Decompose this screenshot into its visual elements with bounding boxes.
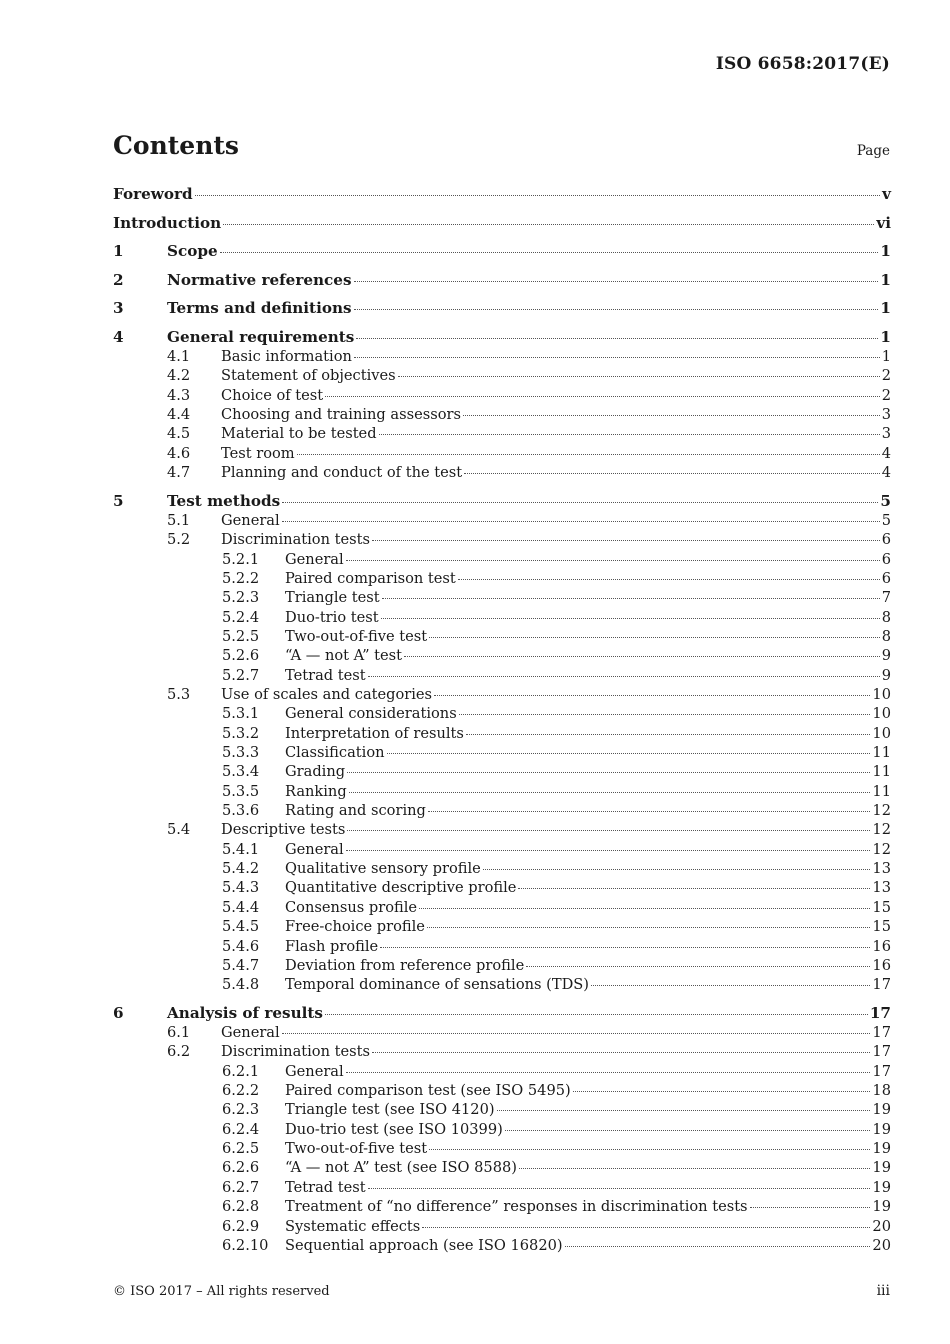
toc-entry-number: 4.5 <box>167 425 191 443</box>
dot-leader <box>419 905 870 909</box>
toc-entry-page[interactable]: 19 <box>872 1101 891 1119</box>
dot-leader <box>346 847 871 851</box>
toc-entry-number: 5.1 <box>167 511 191 529</box>
toc-entry-title[interactable]: General requirements <box>167 327 355 346</box>
toc-entry-page[interactable]: 17 <box>872 1043 891 1061</box>
dot-leader <box>282 518 880 522</box>
toc-entry-number: 5.4.6 <box>222 937 260 955</box>
dot-leader <box>220 249 879 253</box>
dot-leader <box>573 1088 871 1092</box>
toc-entry-page[interactable]: 16 <box>872 956 891 974</box>
toc-entry-page[interactable]: 19 <box>872 1159 891 1177</box>
toc-entry-number: 6.2.10 <box>222 1236 269 1254</box>
toc-entry-title[interactable]: Descriptive tests <box>221 821 346 839</box>
toc-entry[interactable] <box>113 1100 891 1119</box>
toc-entry-title[interactable]: Qualitative sensory profile <box>285 860 481 878</box>
dot-leader <box>483 866 871 870</box>
dot-leader <box>466 731 871 735</box>
toc-entry-number: 5.4.4 <box>222 898 260 916</box>
toc-entry-title[interactable]: Foreword <box>113 185 193 203</box>
toc-entry-number: 6.2.2 <box>222 1082 260 1100</box>
toc-entry-title[interactable]: Temporal dominance of sensations (TDS) <box>285 976 589 994</box>
toc-entry-page[interactable]: 18 <box>872 1082 891 1100</box>
toc-entry-page[interactable]: 12 <box>872 802 891 820</box>
toc-entry[interactable] <box>113 937 891 956</box>
toc-entry-title[interactable]: Sequential approach (see ISO 16820) <box>285 1236 563 1254</box>
toc-entry-number: 1 <box>113 242 124 261</box>
toc-entry-page[interactable]: vi <box>876 213 891 232</box>
toc-entry-title[interactable]: Deviation from reference profile <box>285 956 525 974</box>
toc-entry-title[interactable]: Paired comparison test <box>285 569 456 587</box>
dot-leader <box>505 1127 871 1131</box>
toc-entry-number: 5.3.5 <box>222 782 260 800</box>
toc-entry-number: 6.2.4 <box>222 1120 260 1138</box>
toc-entry-page[interactable]: 11 <box>872 744 891 762</box>
toc-entry-title[interactable]: Classification <box>285 744 385 762</box>
toc-entry-title[interactable]: Test methods <box>167 491 281 510</box>
toc-entry-title[interactable]: Discrimination tests <box>221 1043 370 1061</box>
dot-leader <box>422 1224 870 1228</box>
toc-entry-page[interactable]: 1 <box>880 270 891 289</box>
toc-entry[interactable] <box>113 782 891 801</box>
dot-leader <box>591 982 870 986</box>
toc-entry[interactable] <box>113 859 891 878</box>
toc-entry-title[interactable]: Triangle test (see ISO 4120) <box>285 1101 495 1119</box>
toc-entry-page[interactable]: 7 <box>881 589 891 607</box>
page-title: Contents <box>113 131 240 160</box>
dot-leader <box>382 595 880 599</box>
toc-entry[interactable] <box>113 588 891 607</box>
dot-leader <box>519 1165 870 1169</box>
toc-entry-title[interactable]: Duo-trio test (see ISO 10399) <box>285 1120 503 1138</box>
toc-entry-page[interactable]: 2 <box>881 386 891 404</box>
dot-leader <box>347 769 870 773</box>
toc-entry-page[interactable]: 19 <box>872 1140 891 1158</box>
toc-entry-page[interactable]: 1 <box>880 242 891 261</box>
dot-leader <box>429 634 880 638</box>
toc-entry-page[interactable]: 1 <box>880 327 891 346</box>
toc-entry[interactable] <box>113 820 891 839</box>
toc-entry-page[interactable]: 17 <box>872 1024 891 1042</box>
toc-entry-page[interactable]: 10 <box>872 705 891 723</box>
dot-leader <box>354 306 879 310</box>
toc-entry-number: 4.1 <box>167 348 191 365</box>
toc-entry-title[interactable]: “A — not A” test (see ISO 8588) <box>285 1159 517 1177</box>
toc-entry[interactable] <box>113 1236 891 1255</box>
toc-entry-title[interactable]: Use of scales and categories <box>221 686 433 704</box>
toc-entry[interactable] <box>113 917 891 936</box>
toc-entry-number: 5.4.7 <box>222 956 260 974</box>
dot-leader <box>282 1030 871 1034</box>
toc-entry-page[interactable]: 8 <box>881 628 891 645</box>
toc-entry-title[interactable]: Consensus profile <box>285 898 418 916</box>
toc-entry-title[interactable]: General <box>221 511 280 529</box>
toc-entry[interactable] <box>113 724 891 743</box>
toc-entry[interactable] <box>113 1178 891 1197</box>
toc-entry-title[interactable]: Normative references <box>167 270 352 289</box>
dot-leader <box>372 1049 870 1053</box>
dot-leader <box>518 885 870 889</box>
toc-entry-page[interactable]: 19 <box>872 1198 891 1216</box>
toc-entry-number: 4.2 <box>167 367 191 385</box>
toc-entry[interactable] <box>113 1139 891 1158</box>
dot-leader <box>429 1146 870 1150</box>
toc-entry[interactable] <box>113 898 891 917</box>
toc-entry-page[interactable]: 15 <box>872 898 891 916</box>
toc-entry[interactable] <box>113 463 891 482</box>
dot-leader <box>380 944 870 948</box>
toc-entry-number: 6.2.9 <box>222 1217 260 1235</box>
toc-entry[interactable] <box>113 1120 891 1139</box>
toc-entry[interactable] <box>113 405 891 424</box>
toc-entry-page[interactable]: v <box>882 185 891 203</box>
dot-leader <box>459 711 871 715</box>
toc-entry-page[interactable]: 5 <box>880 491 891 510</box>
toc-entry-title[interactable]: “A — not A” test <box>285 647 403 665</box>
toc-entry-title[interactable]: Duo-trio test <box>285 608 379 626</box>
toc-entry[interactable] <box>113 511 891 530</box>
toc-entry[interactable] <box>113 685 891 704</box>
toc-entry-title[interactable]: Interpretation of results <box>285 724 464 742</box>
toc-entry-number: 4.4 <box>167 406 191 424</box>
toc-entry[interactable] <box>113 569 891 588</box>
toc-entry[interactable] <box>113 347 891 366</box>
toc-entry[interactable] <box>113 299 891 318</box>
toc-entry-number: 6.2.7 <box>222 1178 260 1196</box>
toc-entry-page[interactable]: 9 <box>881 666 891 684</box>
toc-entry-page[interactable]: 16 <box>872 937 891 955</box>
toc-entry-page[interactable]: 1 <box>880 299 891 318</box>
dot-leader <box>434 692 870 696</box>
toc-entry-number: 4 <box>113 327 124 346</box>
toc-entry[interactable] <box>113 424 891 443</box>
toc-entry-page[interactable]: 9 <box>881 647 891 665</box>
toc-entry[interactable] <box>113 801 891 820</box>
toc-entry-number: 6.2.1 <box>222 1062 260 1080</box>
dot-leader <box>354 278 879 282</box>
dot-leader <box>354 354 880 358</box>
dot-leader <box>464 470 880 474</box>
dot-leader <box>325 1011 868 1015</box>
toc-entry-page[interactable]: 19 <box>872 1120 891 1138</box>
toc-entry-number: 6 <box>113 1003 124 1022</box>
toc-entry[interactable] <box>113 975 891 994</box>
toc-entry-title[interactable]: Tetrad test <box>285 1178 366 1196</box>
toc-entry-number: 6.2.6 <box>222 1159 260 1177</box>
toc-entry[interactable] <box>113 492 891 511</box>
toc-entry[interactable] <box>113 878 891 897</box>
toc-entry-number: 5 <box>113 491 124 510</box>
toc-entry-number: 6.1 <box>167 1024 191 1042</box>
toc-entry-title[interactable]: Treatment of “no difference” responses in discrimination tests <box>285 1198 748 1216</box>
dot-leader <box>346 1069 871 1073</box>
toc-entry-title[interactable]: Scope <box>167 242 218 261</box>
toc-entry-title[interactable]: Tetrad test <box>285 666 366 684</box>
toc-entry-number: 5.2 <box>167 531 191 549</box>
toc-entry-title[interactable]: General considerations <box>285 705 457 723</box>
toc-entry[interactable] <box>113 627 891 646</box>
toc-entry-page[interactable]: 13 <box>872 879 891 897</box>
dot-leader <box>223 221 874 225</box>
toc-entry-title[interactable]: Test room <box>221 444 295 462</box>
toc-entry-page[interactable]: 20 <box>872 1236 891 1254</box>
toc-entry[interactable] <box>113 530 891 549</box>
toc-entry-number: 5.3.2 <box>222 724 260 742</box>
toc-entry[interactable] <box>113 242 891 261</box>
toc-entry-title[interactable]: Rating and scoring <box>285 802 426 820</box>
toc-entry-number: 5.4.2 <box>222 860 260 878</box>
toc-entry[interactable] <box>113 328 891 347</box>
dot-leader <box>347 827 870 831</box>
toc-entry-page[interactable]: 5 <box>881 511 891 529</box>
dot-leader <box>404 653 880 657</box>
toc-entry-title[interactable]: Two-out-of-five test <box>285 628 428 645</box>
toc-entry[interactable] <box>113 1023 891 1042</box>
toc-entry-page[interactable]: 3 <box>881 406 891 424</box>
dot-leader <box>565 1243 871 1247</box>
dot-leader <box>282 499 878 503</box>
toc-entry-page[interactable]: 12 <box>872 840 891 858</box>
toc-entry-page[interactable]: 20 <box>872 1217 891 1235</box>
toc-entry-page[interactable]: 2 <box>881 367 891 385</box>
toc-entry-number: 5.2.2 <box>222 569 260 587</box>
toc-entry[interactable] <box>113 608 891 627</box>
toc-entry-number: 5.3.1 <box>222 705 260 723</box>
toc-entry-number: 5.3 <box>167 686 191 704</box>
toc-entry-page[interactable]: 1 <box>881 348 891 365</box>
toc-entry-title[interactable]: Introduction <box>113 213 222 232</box>
toc-entry-page[interactable]: 8 <box>881 608 891 626</box>
dot-leader <box>325 393 880 397</box>
toc-entry-number: 5.4.1 <box>222 840 260 858</box>
toc-entry-number: 2 <box>113 270 124 289</box>
toc-entry-title[interactable]: General <box>285 840 344 858</box>
toc-entry[interactable] <box>113 386 891 405</box>
toc-entry-title[interactable]: Paired comparison test (see ISO 5495) <box>285 1082 571 1100</box>
toc-entry-number: 5.3.6 <box>222 802 260 820</box>
toc-entry-page[interactable]: 17 <box>872 976 891 994</box>
toc-entry-title[interactable]: Statement of objectives <box>221 367 396 385</box>
toc-entry[interactable] <box>113 1081 891 1100</box>
dot-leader <box>463 412 880 416</box>
toc-entry-title[interactable]: Basic information <box>221 348 352 365</box>
toc-entry-page[interactable]: 6 <box>881 531 891 549</box>
toc-entry-number: 5.4.3 <box>222 879 260 897</box>
dot-leader <box>427 924 870 928</box>
toc-entry-title[interactable]: Analysis of results <box>167 1003 323 1022</box>
toc-entry-number: 5.2.5 <box>222 628 260 645</box>
toc-entry[interactable] <box>113 444 891 463</box>
toc-entry-page[interactable]: 11 <box>872 763 891 781</box>
toc-entry-page[interactable]: 4 <box>881 444 891 462</box>
copyright-notice: © ISO 2017 – All rights reserved <box>113 1284 330 1299</box>
dot-leader <box>346 557 880 561</box>
toc-entry-number: 5.4.5 <box>222 918 260 936</box>
dot-leader <box>356 335 878 339</box>
toc-entry-number: 5.2.1 <box>222 550 260 568</box>
toc-entry[interactable] <box>113 214 891 233</box>
dot-leader <box>349 789 871 793</box>
toc-entry-title[interactable]: General <box>285 1062 344 1080</box>
toc-entry-page[interactable]: 10 <box>872 724 891 742</box>
dot-leader <box>372 537 880 541</box>
toc-entry[interactable] <box>113 666 891 685</box>
dot-leader <box>398 373 880 377</box>
toc-entry-page[interactable]: 6 <box>881 550 891 568</box>
dot-leader <box>387 750 871 754</box>
dot-leader <box>368 673 880 677</box>
toc-entry-page[interactable]: 15 <box>872 918 891 936</box>
toc-entry-number: 6.2.8 <box>222 1198 260 1216</box>
toc-entry-title[interactable]: Planning and conduct of the test <box>221 464 463 482</box>
toc-entry-number: 5.3.3 <box>222 744 260 762</box>
toc-entry-title[interactable]: Quantitative descriptive profile <box>285 879 517 897</box>
toc-entry[interactable] <box>113 1062 891 1081</box>
toc-entry-page[interactable]: 13 <box>872 860 891 878</box>
toc-entry-number: 4.7 <box>167 464 191 482</box>
dot-leader <box>458 576 880 580</box>
page-number: iii <box>876 1283 890 1299</box>
toc-entry-page[interactable]: 11 <box>872 782 891 800</box>
toc-entry-title[interactable]: Free-choice profile <box>285 918 425 936</box>
dot-leader <box>297 451 880 455</box>
toc-entry-page[interactable]: 19 <box>872 1178 891 1196</box>
toc-entry-title[interactable]: Systematic effects <box>285 1217 421 1235</box>
toc-entry[interactable] <box>113 743 891 762</box>
toc-entry-title[interactable]: General <box>221 1024 280 1042</box>
toc-entry[interactable] <box>113 956 891 975</box>
toc-entry-number: 4.6 <box>167 444 191 462</box>
toc-entry-title[interactable]: Two-out-of-five test <box>285 1140 428 1158</box>
toc-entry-page[interactable]: 10 <box>872 686 891 704</box>
toc-entry[interactable] <box>113 1217 891 1236</box>
toc-entry-number: 6.2 <box>167 1043 191 1061</box>
toc-entry[interactable] <box>113 1158 891 1177</box>
toc-entry-title[interactable]: Flash profile <box>285 937 379 955</box>
toc-entry-number: 3 <box>113 299 124 318</box>
toc-entry-title[interactable]: Material to be tested <box>221 425 377 443</box>
toc-entry-page[interactable]: 3 <box>881 425 891 443</box>
dot-leader <box>379 431 880 435</box>
dot-leader <box>750 1204 871 1208</box>
toc-entry[interactable] <box>113 840 891 859</box>
toc-entry-title[interactable]: Ranking <box>285 782 347 800</box>
toc-entry-title[interactable]: Choice of test <box>221 386 324 404</box>
toc-entry-page[interactable]: 4 <box>881 464 891 482</box>
dot-leader <box>195 192 881 196</box>
toc-entry-title[interactable]: Choosing and training assessors <box>221 406 461 424</box>
toc-entry-title[interactable]: Discrimination tests <box>221 531 370 549</box>
toc-entry-number: 5.4 <box>167 821 191 839</box>
toc-entry[interactable] <box>113 550 891 569</box>
toc-entry-page[interactable]: 17 <box>869 1003 891 1022</box>
toc-entry-title[interactable]: Terms and definitions <box>167 299 352 318</box>
document-id: ISO 6658:2017(E) <box>715 54 890 74</box>
toc-entry-number: 5.2.7 <box>222 666 260 684</box>
dot-leader <box>381 615 880 619</box>
toc-entry-number: 5.3.4 <box>222 763 260 781</box>
toc-entry-number: 4.3 <box>167 386 191 404</box>
toc-entry[interactable] <box>113 704 891 723</box>
dot-leader <box>428 808 871 812</box>
dot-leader <box>368 1185 871 1189</box>
toc-entry-number: 5.4.8 <box>222 976 260 994</box>
toc-entry[interactable] <box>113 762 891 781</box>
toc-entry[interactable] <box>113 1004 891 1023</box>
toc-entry-number: 5.2.3 <box>222 589 260 607</box>
toc-entry-title[interactable]: Grading <box>285 763 346 781</box>
toc-entry[interactable] <box>113 271 891 290</box>
dot-leader <box>526 963 870 967</box>
table-of-contents <box>113 185 891 1255</box>
toc-entry-number: 6.2.5 <box>222 1140 260 1158</box>
toc-entry[interactable] <box>113 1197 891 1216</box>
toc-entry-title[interactable]: Triangle test <box>285 589 380 607</box>
toc-entry-number: 6.2.3 <box>222 1101 260 1119</box>
toc-entry-number: 5.2.6 <box>222 647 260 665</box>
toc-entry-page[interactable]: 12 <box>872 821 891 839</box>
toc-entry[interactable] <box>113 185 891 204</box>
toc-entry[interactable] <box>113 646 891 665</box>
toc-entry-number: 5.2.4 <box>222 608 260 626</box>
toc-entry[interactable] <box>113 1042 891 1061</box>
page-column-label: Page <box>856 143 890 159</box>
toc-entry[interactable] <box>113 366 891 385</box>
dot-leader <box>497 1107 871 1111</box>
toc-entry-page[interactable]: 6 <box>881 569 891 587</box>
toc-entry-page[interactable]: 17 <box>872 1062 891 1080</box>
toc-entry-title[interactable]: General <box>285 550 344 568</box>
